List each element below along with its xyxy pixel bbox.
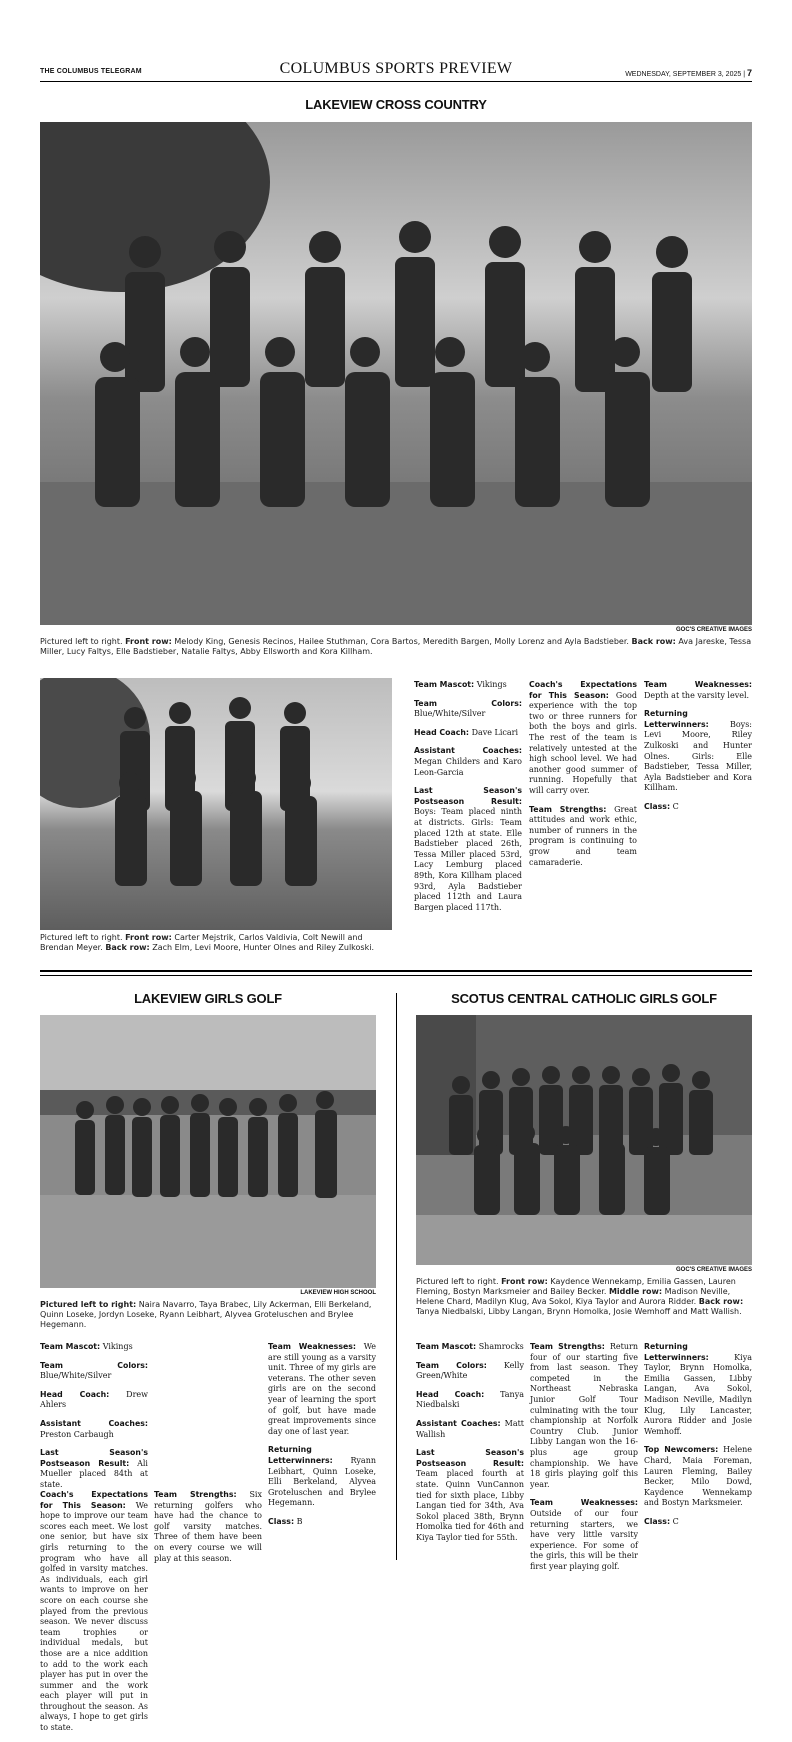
back-row-label: Back row: — [698, 1297, 744, 1306]
scotus-golf-column-1 — [416, 1342, 524, 1552]
separator: | — [743, 71, 746, 78]
column-divider — [396, 993, 397, 1560]
middle-row-names: Madison Neville, Helene Chard, Madilyn Klug, Ava Sokol, Kiya Taylor and Aurora Ridder. — [416, 1287, 731, 1306]
girls-golf-photo — [40, 1015, 376, 1288]
cross-country-girls-caption — [40, 637, 752, 657]
team-colors: Team Colors: Blue/White/Silver — [40, 1360, 148, 1381]
postseason-result: Last Season's Postseason Result: Boys: Team placed ninth at districts. Girls: Team placed 12th at state. Elle Badstieber placed 26th, Tessa Miller placed 53rd, Lacy Lemburg placed 89th, Kora Killham placed 93rd, Ayla Badstieber placed 112th and Laura Bargen placed 117th. — [414, 786, 522, 912]
front-row-names: Kaydence Wennekamp, Emilia Gassen, Lauren Fleming, Bostyn Marksmeier and Bailey Becker. — [416, 1277, 736, 1296]
girls-golf-column-3 — [268, 1342, 376, 1536]
photo-credit: GOC'S CREATIVE IMAGES — [676, 1267, 752, 1273]
front-row-names: Carter Mejstrik, Carlos Valdivia, Colt Newill and Brendan Meyer. — [40, 933, 363, 952]
cross-country-column-3 — [644, 680, 752, 821]
cross-country-column-1 — [414, 680, 522, 921]
girls-golf-strengths: Team Strengths: Six returning golfers who have had the chance to golf varsity matches. Three of them have been on every course we will play at this season. — [154, 1490, 262, 1563]
section-divider-thin — [40, 975, 752, 976]
team-colors: Team Colors: Blue/White/Silver — [414, 698, 522, 719]
team-weaknesses: Team Weaknesses: We are still young as a varsity unit. Three of my girls are veterans. The other seven girls are on the second year of learning the sport of golf, but have made great improvements since day one of last year. — [268, 1342, 376, 1436]
back-row-names: Ava Jareske, Tessa Miller, Lucy Faltys, Elle Badstieber, Natalie Faltys, Abby Ellsworth and Kora Killham. — [40, 637, 752, 656]
section-divider — [40, 970, 752, 972]
back-row-names: Zach Elm, Levi Moore, Hunter Olnes and Riley Zulkoski. — [152, 943, 374, 952]
team-mascot: Team Mascot: Vikings — [414, 680, 507, 689]
back-row-names: Tanya Niedbalski, Libby Langan, Brynn Homolka, Josie Wemhoff and Matt Wallish. — [416, 1307, 742, 1316]
middle-row-label: Middle row: — [608, 1287, 663, 1296]
scotus-golf-column-2 — [530, 1342, 638, 1580]
team-weaknesses: Team Weaknesses: Depth at the varsity level. — [644, 680, 752, 700]
scotus-golf-column-3 — [644, 1342, 752, 1536]
head-coach: Head Coach: Tanya Niedbalski — [416, 1389, 524, 1410]
postseason-result: Last Season's Postseason Result: Ali Mueller placed 84th at state. — [40, 1448, 148, 1489]
photo-credit: GOC'S CREATIVE IMAGES — [676, 627, 752, 633]
class: Class: B — [268, 1516, 303, 1526]
issue-date: WEDNESDAY, SEPTEMBER 3, 2025 — [625, 71, 742, 78]
front-row-label: Front row: — [125, 933, 172, 942]
assistant-coaches: Assistant Coaches: Preston Carbaugh — [40, 1418, 148, 1439]
coach-expectations: Coach's Expectations for This Season: Good experience with the top two or three runners for both the boys and girls. The rest of the team is relatively untested at the high school level. We had another good summer of running. Hopefully that will carry over. — [529, 680, 637, 795]
front-row-label: Front row: — [501, 1277, 548, 1286]
team-strengths: Team Strengths: Return four of our starting five from last season. They competed in the Northeast Nebraska Junior Golf Tour culminating with the tour championship at Norfolk Country Club. Junior Libby Langan won the 16-plus age group championship. We have 18 girls playing golf this year. — [530, 1342, 638, 1489]
front-row-names: Melody King, Genesis Recinos, Hailee Stuthman, Cora Bartos, Meredith Bargen, Molly Lorenz and Ayla Badstieber. — [174, 637, 629, 646]
caption-intro: Pictured left to right. — [416, 1277, 499, 1286]
returning-letterwinners: Returning Letterwinners: Ryann Leibhart, Quinn Loseke, Elli Berkeland, Alyvea Groteluschen and Brylee Hegemann. — [268, 1445, 376, 1508]
caption-label: Pictured left to right: — [40, 1300, 137, 1309]
team-colors: Team Colors: Kelly Green/White — [416, 1360, 524, 1381]
girls-golf-coach-expectations: Coach's Expectations for This Season: We hope to improve our team scores each meet. We lost one senior, but have six girls returning to the program who have all golfed in varsity matches. As individuals, each girl wants to improve on her score on each course she played from the previous season. We never discuss team trophies or individual medals, but those are a nice addition to add to the work each player has put in over the summer and the work each player will put in throughout the season. As always, I hope to get girls to state. — [40, 1490, 148, 1733]
assistant-coaches: Assistant Coaches: Matt Wallish — [416, 1418, 525, 1439]
page-number: 7 — [746, 68, 752, 78]
head-coach: Head Coach: Dave Licari — [414, 727, 519, 737]
cross-country-boys-caption — [40, 933, 392, 953]
date-page-line — [625, 68, 752, 78]
team-weaknesses: Team Weaknesses: Outside of our four returning starters, we have very little varsity experience. For some of the girls, this will be their first year playing golf. — [530, 1498, 638, 1571]
caption-intro: Pictured left to right. — [40, 933, 123, 942]
assistant-coaches: Assistant Coaches: Megan Childers and Karo Leon-Garcia — [414, 746, 522, 777]
class: Class: C — [644, 1516, 679, 1526]
header-rule — [40, 81, 752, 82]
front-row-label: Front row: — [125, 637, 172, 646]
class: Class: C — [644, 801, 679, 811]
cross-country-column-2 — [529, 680, 637, 876]
girls-golf-column-1 — [40, 1342, 148, 1499]
scotus-golf-photo — [416, 1015, 752, 1265]
caption-names: Naira Navarro, Taya Brabec, Lily Ackerman, Elli Berkeland, Quinn Loseke, Jordyn Loseke, Ryann Leibhart, Alyvea Groteluschen and Brylee Hegemann. — [40, 1300, 372, 1329]
head-coach: Head Coach: Drew Ahlers — [40, 1389, 148, 1410]
girls-golf-title: LAKEVIEW GIRLS GOLF — [134, 991, 282, 1006]
cross-country-boys-photo — [40, 678, 392, 930]
team-mascot: Team Mascot: Shamrocks — [416, 1342, 524, 1351]
photo-credit: LAKEVIEW HIGH SCHOOL — [300, 1290, 376, 1296]
caption-intro: Pictured left to right. — [40, 637, 123, 646]
scotus-golf-title: SCOTUS CENTRAL CATHOLIC GIRLS GOLF — [451, 991, 717, 1006]
back-row-label: Back row: — [105, 943, 150, 952]
returning-letterwinners: Returning Letterwinners: Kiya Taylor, Brynn Homolka, Emilia Gassen, Libby Langan, Ava Sokol, Madison Neville, Madilyn Klug, Lily Lancaster, Aurora Ridder and Josie Wemhoff. — [644, 1342, 752, 1436]
postseason-result: Last Season's Postseason Result: Team placed fourth at state. Quinn VunCannon tied for sixth place, Libby Langan tied for 34th, Ava Sokol placed 38th, Brynn Homolka tied for 46th and Kiya Taylor tied for 55th. — [416, 1448, 524, 1542]
cross-country-girls-photo — [40, 122, 752, 625]
back-row-label: Back row: — [631, 637, 676, 646]
girls-golf-caption — [40, 1300, 376, 1330]
scotus-golf-caption — [416, 1277, 752, 1317]
team-mascot: Team Mascot: Vikings — [40, 1342, 133, 1351]
returning-letterwinners: Returning Letterwinners: Boys: Levi Moore, Riley Zulkoski and Hunter Olnes. Girls: Elle Badstieber, Tessa Miller, Ayla Badstieber and Kora Killham. — [644, 709, 752, 793]
cross-country-title: LAKEVIEW CROSS COUNTRY — [305, 97, 487, 112]
top-newcomers: Top Newcomers: Helene Chard, Maia Foreman, Lauren Fleming, Bailey Becker, Milo Dowd, Kaydence Wennekamp and Bostyn Marksmeier. — [644, 1445, 753, 1508]
newspaper-name: THE COLUMBUS TELEGRAM — [40, 68, 142, 75]
team-strengths: Team Strengths: Great attitudes and work ethic, number of runners in the program is continuing to grow and team camaraderie. — [529, 804, 637, 867]
section-title: COLUMBUS SPORTS PREVIEW — [279, 60, 513, 77]
